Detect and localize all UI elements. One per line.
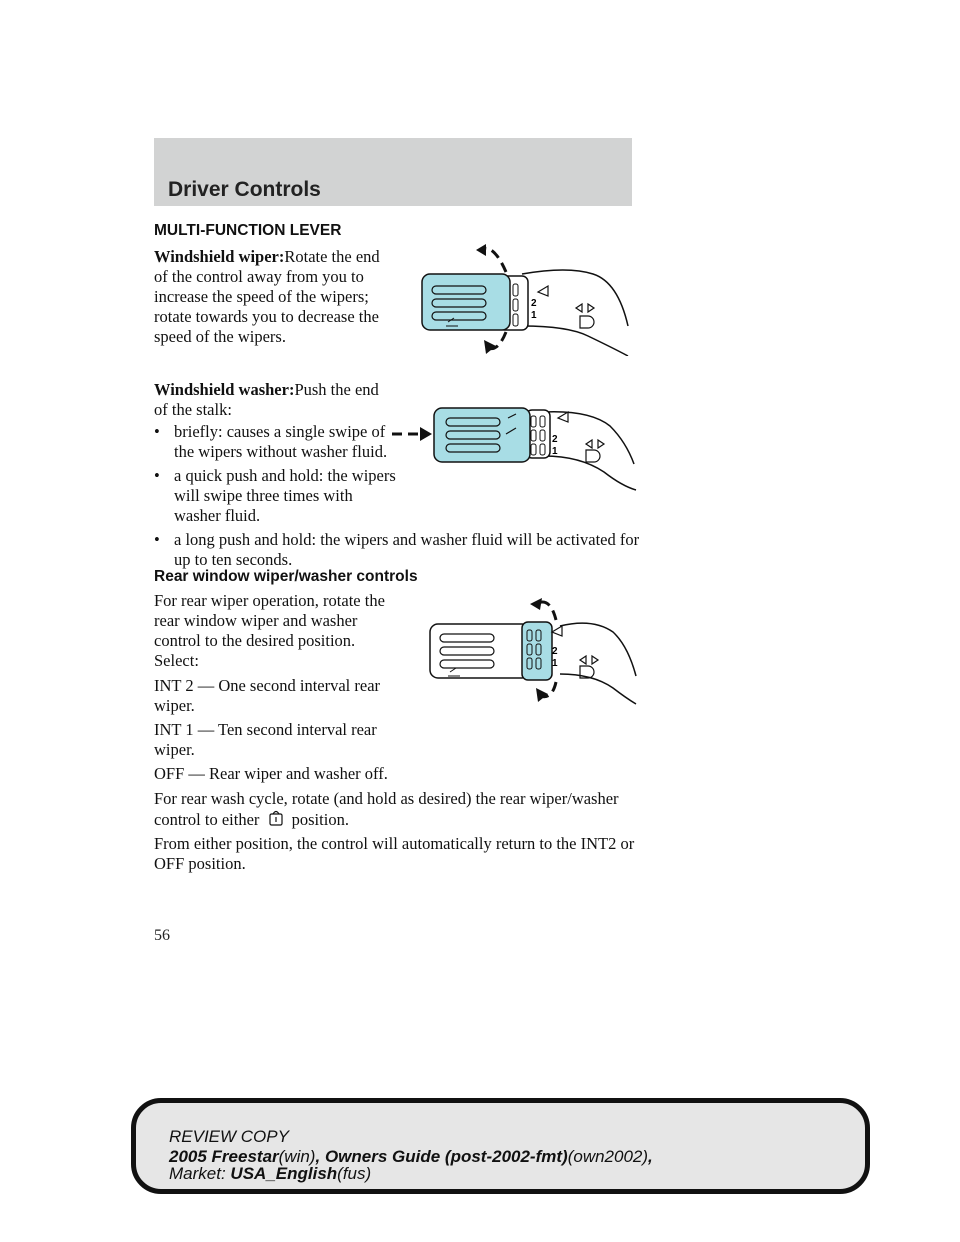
speed-1-label-fig3: 1 <box>552 658 558 669</box>
rear-intro-paragraph: For rear wiper operation, rotate the rear window wiper and washer control to the desired position. Select: <box>154 591 385 670</box>
rear-off-item: OFF — Rear wiper and washer off. <box>154 764 388 783</box>
washer-stalk-end <box>434 408 530 462</box>
footer-market-line: Market: USA_English(fus) <box>169 1164 372 1183</box>
multifunction-heading: MULTI-FUNCTION LEVER <box>154 222 342 239</box>
washer-text-1: Push the end <box>294 380 379 399</box>
review-copy-label: REVIEW COPY <box>169 1127 289 1146</box>
section-title: Driver Controls <box>168 178 321 201</box>
rear-wash-paragraph: For rear wash cycle, rotate (and hold as desired) the rear wiper/washer control to either position. <box>154 789 619 829</box>
speed-2-label: 2 <box>531 298 537 309</box>
washer-label: Windshield washer: <box>154 380 295 399</box>
rear-wiper-icon <box>552 626 562 636</box>
speed-2-label-fig2: 2 <box>552 434 558 445</box>
rear-int2-item: INT 2 — One second interval rear wiper. <box>154 676 381 715</box>
wiper-text-4: rotate towards you to decrease the <box>154 307 379 326</box>
rear-int1-item: INT 1 — Ten second interval rear wiper. <box>154 720 377 759</box>
review-copy-footer <box>131 1098 870 1194</box>
rear-washer-icon <box>268 809 284 827</box>
washer-push-figure <box>390 404 638 496</box>
windshield-wiper-icon-fig2 <box>558 412 568 422</box>
headlamp-icon-fig2 <box>586 450 600 462</box>
rear-return-paragraph: From either position, the control will automatically return to the INT2 or OFF position. <box>154 834 635 873</box>
wiper-end-control <box>422 274 510 330</box>
turn-signal-arrows-icon-fig3 <box>580 656 598 664</box>
wiper-text-2: of the control away from you to <box>154 267 364 286</box>
washer-text-2: of the stalk: <box>154 400 232 419</box>
speed-1-label: 1 <box>531 310 537 321</box>
rear-controls-heading: Rear window wiper/washer controls <box>154 568 418 585</box>
rear-wiper-rotate-figure <box>428 596 638 708</box>
wiper-text-3: increase the speed of the wipers; <box>154 287 369 306</box>
wiper-text-1: Rotate the end <box>284 247 380 266</box>
wiper-paragraph <box>154 247 414 347</box>
washer-paragraph <box>154 380 414 420</box>
windshield-wiper-icon <box>538 286 548 296</box>
page-number: 56 <box>154 927 170 944</box>
headlamp-icon <box>580 316 594 328</box>
speed-1-label-fig2: 1 <box>552 446 558 457</box>
turn-signal-arrows-icon-fig2 <box>586 440 604 448</box>
wiper-rotate-figure <box>418 244 638 356</box>
footer-model-line: 2005 Freestar(win), Owners Guide (post-2002-fmt)(own2002), <box>169 1147 653 1166</box>
speed-2-label-fig3: 2 <box>552 646 558 657</box>
wiper-text-5: speed of the wipers. <box>154 327 286 346</box>
wiper-label: Windshield wiper: <box>154 247 285 266</box>
section-header-band <box>154 138 632 206</box>
turn-signal-arrows-icon <box>576 304 594 312</box>
